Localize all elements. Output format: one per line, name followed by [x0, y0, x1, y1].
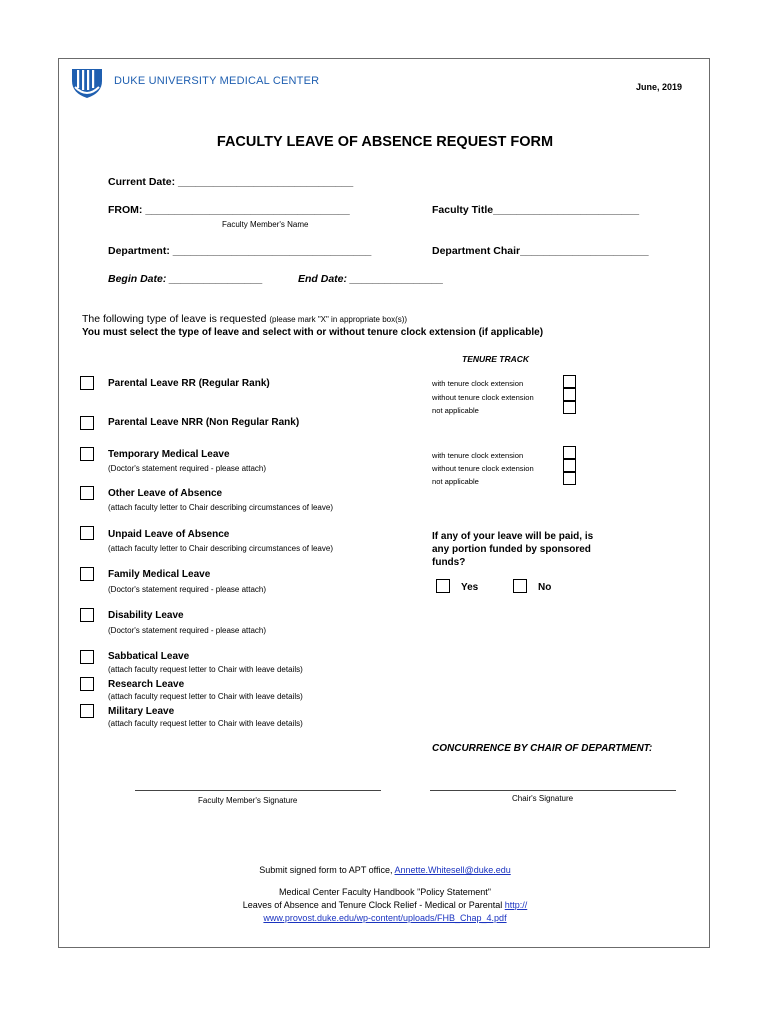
tenure1-with-ext: with tenure clock extension — [432, 379, 524, 388]
leave-note-temporary-medical: (Doctor's statement required - please attach) — [108, 464, 267, 473]
leave-note-unpaid: (attach faculty letter to Chair describing circumstances of leave) — [108, 544, 333, 553]
tenure1-not-applicable: not applicable — [432, 406, 479, 415]
sabbatical-checkbox[interactable] — [80, 650, 94, 664]
paid-yes-label: Yes — [461, 582, 479, 593]
chair-signature-line[interactable] — [430, 790, 676, 791]
footer-handbook-link-part-1[interactable]: http:// — [504, 900, 528, 910]
tenure2-not-applicable: not applicable — [432, 477, 479, 486]
leave-note-disability: (Doctor's statement required - please attach) — [108, 626, 267, 635]
tenure1-without-ext: without tenure clock extension — [432, 393, 534, 402]
department-chair-field[interactable]: Department Chair______________________ — [432, 245, 649, 257]
form-title: FACULTY LEAVE OF ABSENCE REQUEST FORM — [216, 134, 554, 150]
leave-label-military: Military Leave — [108, 706, 175, 717]
footer-submit-text: Submit signed form to APT office, — [259, 865, 395, 875]
duke-shield-logo — [70, 67, 104, 99]
instruction-main: The following type of leave is requested — [82, 313, 270, 325]
disability-checkbox[interactable] — [80, 608, 94, 622]
faculty-title-field[interactable]: Faculty Title_________________________ — [432, 204, 640, 216]
leave-note-other: (attach faculty letter to Chair describing circumstances of leave) — [108, 503, 333, 512]
leave-label-temporary-medical: Temporary Medical Leave — [108, 449, 230, 460]
leave-note-research: (attach faculty request letter to Chair with leave details) — [108, 692, 303, 701]
chair-signature-caption: Chair's Signature — [512, 794, 574, 803]
paid-no-checkbox[interactable] — [513, 579, 527, 593]
from-field[interactable]: FROM: ___________________________________ — [108, 204, 350, 216]
tenure-track-heading: TENURE TRACK — [462, 354, 530, 364]
leave-label-parental-nrr: Parental Leave NRR (Non Regular Rank) — [108, 417, 300, 428]
leave-label-other: Other Leave of Absence — [108, 488, 223, 499]
temporary-medical-checkbox[interactable] — [80, 447, 94, 461]
military-checkbox[interactable] — [80, 704, 94, 718]
instruction-paren: (please mark "X" in appropriate box(s)) — [269, 315, 408, 324]
research-checkbox[interactable] — [80, 677, 94, 691]
header-org-name: DUKE UNIVERSITY MEDICAL CENTER — [114, 75, 320, 87]
faculty-signature-caption: Faculty Member's Signature — [198, 796, 298, 805]
leave-label-unpaid: Unpaid Leave of Absence — [108, 529, 230, 540]
concurrence-heading: CONCURRENCE BY CHAIR OF DEPARTMENT: — [432, 743, 653, 754]
paid-question-line-1: If any of your leave will be paid, is — [432, 531, 594, 542]
footer-handbook-line-3 — [0, 913, 770, 923]
tenure2-without-ext-checkbox[interactable] — [563, 459, 576, 472]
footer-submit-line — [0, 865, 770, 875]
begin-date-field[interactable]: Begin Date: ________________ — [108, 273, 263, 285]
parental-rr-checkbox[interactable] — [80, 376, 94, 390]
current-date-field[interactable]: Current Date: ______________________________ — [108, 176, 354, 188]
footer-handbook-text: Leaves of Absence and Tenure Clock Relief - Medical or Parental — [242, 900, 505, 910]
instruction-line-2: You must select the type of leave and select with or without tenure clock extension (if applicable) — [82, 327, 544, 338]
instruction-line-1 — [82, 313, 407, 325]
tenure1-with-ext-checkbox[interactable] — [563, 375, 576, 388]
leave-label-parental-rr: Parental Leave RR (Regular Rank) — [108, 378, 270, 389]
footer-handbook-line-2 — [0, 900, 770, 910]
tenure2-without-ext: without tenure clock extension — [432, 464, 534, 473]
family-medical-checkbox[interactable] — [80, 567, 94, 581]
end-date-field[interactable]: End Date: ________________ — [298, 273, 444, 285]
leave-note-sabbatical: (attach faculty request letter to Chair with leave details) — [108, 665, 303, 674]
tenure2-with-ext-checkbox[interactable] — [563, 446, 576, 459]
leave-label-disability: Disability Leave — [108, 610, 184, 621]
leave-label-family-medical: Family Medical Leave — [108, 569, 211, 580]
paid-question-line-2: any portion funded by sponsored — [432, 544, 591, 555]
unpaid-leave-checkbox[interactable] — [80, 526, 94, 540]
header-date: June, 2019 — [636, 82, 683, 92]
tenure2-with-ext: with tenure clock extension — [432, 451, 524, 460]
other-leave-checkbox[interactable] — [80, 486, 94, 500]
paid-yes-checkbox[interactable] — [436, 579, 450, 593]
footer-handbook-link-part-2[interactable]: www.provost.duke.edu/wp-content/uploads/FHB_Chap_4.pdf — [263, 913, 507, 923]
paid-question-line-3: funds? — [432, 557, 466, 568]
leave-label-research: Research Leave — [108, 679, 185, 690]
paid-no-label: No — [538, 582, 552, 593]
leave-label-sabbatical: Sabbatical Leave — [108, 651, 190, 662]
leave-note-military: (attach faculty request letter to Chair with leave details) — [108, 719, 303, 728]
footer-email-link[interactable]: Annette.Whitesell@duke.edu — [394, 865, 511, 875]
tenure2-not-applicable-checkbox[interactable] — [563, 472, 576, 485]
leave-note-family-medical: (Doctor's statement required - please attach) — [108, 585, 267, 594]
parental-nrr-checkbox[interactable] — [80, 416, 94, 430]
department-field[interactable]: Department: __________________________________ — [108, 245, 372, 257]
tenure1-not-applicable-checkbox[interactable] — [563, 401, 576, 414]
from-caption: Faculty Member's Name — [222, 220, 309, 229]
faculty-signature-line[interactable] — [135, 790, 381, 791]
footer-handbook-line-1: Medical Center Faculty Handbook "Policy Statement" — [279, 887, 491, 897]
tenure1-without-ext-checkbox[interactable] — [563, 388, 576, 401]
